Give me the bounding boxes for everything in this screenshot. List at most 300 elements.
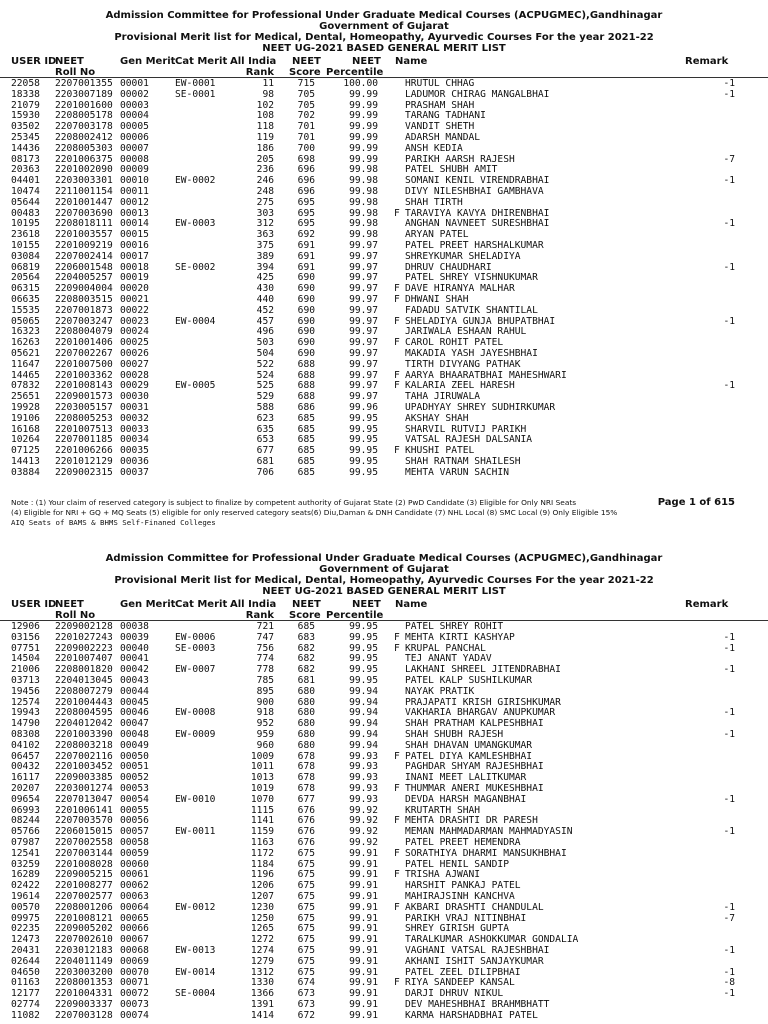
table-row [0, 425, 768, 436]
cat-merit: EW-0009 [175, 728, 216, 740]
candidate-name: VAKHARIA BHARGAV ANUPKUMAR [405, 707, 556, 719]
remark: -1 [723, 707, 735, 719]
gen-merit: 00061 [120, 869, 149, 881]
roll-no: 2208018111 [55, 218, 113, 230]
table-row [0, 687, 768, 698]
neet-percentile: 99.97 [349, 337, 378, 349]
candidate-name: MAKADIA YASH JAYESHBHAI [405, 347, 538, 359]
col-percentile: Percentile [326, 610, 384, 621]
all-india-rank: 186 [256, 142, 274, 154]
user-id: 07987 [11, 836, 40, 848]
user-id: 02644 [11, 955, 40, 967]
all-india-rank: 108 [256, 110, 274, 122]
table-row [0, 741, 768, 752]
roll-no: 2208005303 [55, 142, 113, 154]
neet-score: 688 [297, 391, 315, 403]
neet-percentile: 99.99 [349, 99, 378, 111]
neet-percentile: 99.99 [349, 110, 378, 122]
all-india-rank: 504 [256, 347, 274, 359]
all-india-rank: 303 [256, 207, 274, 219]
neet-percentile: 99.97 [349, 272, 378, 284]
neet-score: 675 [297, 880, 315, 892]
cat-merit: EW-0006 [175, 631, 216, 643]
roll-no: 2208003515 [55, 293, 113, 305]
remark: -1 [723, 78, 735, 89]
neet-percentile: 99.91 [349, 880, 378, 892]
cat-merit: EW-0010 [175, 793, 216, 805]
roll-no: 2201027243 [55, 631, 113, 643]
roll-no: 2209002223 [55, 642, 113, 654]
user-id: 00432 [11, 761, 40, 773]
roll-no: 2206015015 [55, 826, 113, 838]
roll-no: 2207003144 [55, 847, 113, 859]
col-neet: NEET [55, 599, 84, 610]
gen-merit: 00015 [120, 229, 149, 241]
neet-percentile: 99.94 [349, 707, 378, 719]
gen-merit: 00019 [120, 272, 149, 284]
neet-percentile: 99.98 [349, 218, 378, 230]
col-neet3: NEET [352, 56, 381, 67]
user-id: 06993 [11, 804, 40, 816]
col-roll-no: Roll No [55, 610, 96, 621]
table-row [0, 327, 768, 338]
candidate-name: PRASHAM SHAH [405, 99, 475, 111]
remark: -1 [723, 664, 735, 676]
table-row [0, 144, 768, 155]
candidate-name: ARYAN PATEL [405, 229, 469, 241]
gen-merit: 00018 [120, 261, 149, 273]
table-row [0, 371, 768, 382]
user-id: 08244 [11, 815, 40, 827]
all-india-rank: 1159 [250, 826, 274, 838]
table-row [0, 468, 768, 479]
neet-score: 673 [297, 988, 315, 1000]
header-provisional: Provisional Merit list for Medical, Dental, Homeopathy, Ayurvedic Courses For the year 2021-22 [114, 32, 654, 43]
all-india-rank: 1207 [250, 890, 274, 902]
cat-merit: EW-0003 [175, 218, 216, 230]
roll-no: 2201002090 [55, 164, 113, 176]
remark: -1 [723, 380, 735, 392]
gender-flag: F [394, 901, 400, 913]
candidate-name: PATEL HENIL SANDIP [405, 858, 509, 870]
candidate-name: VANDIT SHETH [405, 121, 475, 133]
neet-percentile: 99.95 [349, 466, 378, 478]
neet-percentile: 99.94 [349, 728, 378, 740]
gen-merit: 00040 [120, 642, 149, 654]
all-india-rank: 98 [262, 88, 274, 100]
roll-no: 2204013045 [55, 674, 113, 686]
roll-no: 2208005178 [55, 110, 113, 122]
user-id: 06635 [11, 293, 40, 305]
all-india-rank: 1312 [250, 966, 274, 978]
neet-score: 695 [297, 196, 315, 208]
col-cat-merit: Cat Merit [175, 56, 228, 67]
candidate-name: LADUMOR CHIRAG MANGALBHAI [405, 88, 550, 100]
table-row [0, 622, 768, 633]
header-government: Government of Gujarat [319, 21, 449, 32]
neet-score: 678 [297, 782, 315, 794]
user-id: 04650 [11, 966, 40, 978]
user-id: 16117 [11, 772, 40, 784]
user-id: 05065 [11, 315, 40, 327]
neet-percentile: 99.91 [349, 912, 378, 924]
user-id: 20363 [11, 164, 40, 176]
gen-merit: 00016 [120, 239, 149, 251]
table-row [0, 101, 768, 112]
neet-score: 688 [297, 380, 315, 392]
user-id: 04401 [11, 175, 40, 187]
roll-no: 2207003247 [55, 315, 113, 327]
candidate-name: PARIKH AARSH RAJESH [405, 153, 515, 165]
neet-percentile: 99.94 [349, 718, 378, 730]
user-id: 00570 [11, 901, 40, 913]
neet-score: 685 [297, 423, 315, 435]
gen-merit: 00071 [120, 977, 149, 989]
candidate-name: LAKHANI SHREEL JITENDRABHAI [405, 664, 561, 676]
neet-percentile: 99.92 [349, 815, 378, 827]
neet-score: 677 [297, 793, 315, 805]
user-id: 12177 [11, 988, 40, 1000]
neet-percentile: 99.93 [349, 772, 378, 784]
roll-no: 2201008028 [55, 858, 113, 870]
all-india-rank: 959 [256, 728, 274, 740]
roll-no: 2208003218 [55, 739, 113, 751]
cat-merit: EW-0005 [175, 380, 216, 392]
gen-merit: 00073 [120, 998, 149, 1010]
user-id: 06457 [11, 750, 40, 762]
all-india-rank: 1196 [250, 869, 274, 881]
neet-score: 705 [297, 88, 315, 100]
all-india-rank: 895 [256, 685, 274, 697]
all-india-rank: 529 [256, 391, 274, 403]
col-neet2: NEET [292, 56, 321, 67]
table-row [0, 816, 768, 827]
all-india-rank: 653 [256, 434, 274, 446]
neet-percentile: 99.95 [349, 445, 378, 457]
user-id: 10155 [11, 239, 40, 251]
neet-percentile: 99.93 [349, 782, 378, 794]
roll-no: 2201012129 [55, 455, 113, 467]
table-row [0, 133, 768, 144]
neet-percentile: 99.95 [349, 621, 378, 632]
neet-score: 690 [297, 293, 315, 305]
table-row [0, 306, 768, 317]
footer-notes [11, 498, 757, 528]
user-id: 12541 [11, 847, 40, 859]
candidate-name: SOMANI KENIL VIRENDRABHAI [405, 175, 550, 187]
candidate-name: KARMA HARSHADBHAI PATEL [405, 1009, 538, 1021]
col-neet3: NEET [352, 599, 381, 610]
neet-percentile: 99.97 [349, 391, 378, 403]
neet-percentile: 99.94 [349, 739, 378, 751]
neet-score: 698 [297, 153, 315, 165]
table-row [0, 111, 768, 122]
table-row [0, 241, 768, 252]
table-row [0, 446, 768, 457]
remark: -1 [723, 315, 735, 327]
col-all-india: All India [230, 56, 277, 67]
gen-merit: 00069 [120, 955, 149, 967]
gen-merit: 00004 [120, 110, 149, 122]
table-row [0, 209, 768, 220]
table-row [0, 155, 768, 166]
roll-no: 2203005157 [55, 401, 113, 413]
neet-score: 678 [297, 772, 315, 784]
neet-score: 676 [297, 815, 315, 827]
user-id: 25345 [11, 131, 40, 143]
neet-score: 691 [297, 261, 315, 273]
candidate-name: DARJI DHRUV NIKUL [405, 988, 504, 1000]
user-id: 09654 [11, 793, 40, 805]
gender-flag: F [394, 815, 400, 827]
gen-merit: 00023 [120, 315, 149, 327]
merit-page-1 [0, 10, 768, 478]
roll-no: 2209005215 [55, 869, 113, 881]
table-row [0, 295, 768, 306]
gen-merit: 00022 [120, 304, 149, 316]
candidate-name: TARALKUMAR ASHOKKUMAR GONDALIA [405, 934, 579, 946]
neet-percentile: 99.97 [349, 293, 378, 305]
candidate-name: SHAH PRATHAM KALPESHBHAI [405, 718, 544, 730]
table-row [0, 946, 768, 957]
candidate-name: AKSHAY SHAH [405, 412, 469, 424]
table-row [0, 914, 768, 925]
neet-percentile: 99.92 [349, 826, 378, 838]
user-id: 05766 [11, 826, 40, 838]
candidate-name: FADADU SATVIK SHANTILAL [405, 304, 538, 316]
candidate-name: VAGHANI VATSAL RAJESHBHAI [405, 944, 550, 956]
neet-percentile: 99.95 [349, 423, 378, 435]
all-india-rank: 1279 [250, 955, 274, 967]
neet-score: 685 [297, 434, 315, 446]
user-id: 20431 [11, 944, 40, 956]
roll-no: 2201003362 [55, 369, 113, 381]
candidate-name: PAGHDAR SHYAM RAJESHBHAI [405, 761, 544, 773]
all-india-rank: 524 [256, 369, 274, 381]
cat-merit: EW-0008 [175, 707, 216, 719]
neet-percentile: 99.97 [349, 326, 378, 338]
candidate-name: PARIKH VRAJ NITINBHAI [405, 912, 527, 924]
gen-merit: 00041 [120, 653, 149, 665]
roll-no: 2201007513 [55, 423, 113, 435]
neet-percentile: 99.98 [349, 164, 378, 176]
all-india-rank: 394 [256, 261, 274, 273]
all-india-rank: 102 [256, 99, 274, 111]
gen-merit: 00066 [120, 923, 149, 935]
neet-percentile: 99.91 [349, 955, 378, 967]
candidate-name: VATSAL RAJESH DALSANIA [405, 434, 533, 446]
user-id: 14504 [11, 653, 40, 665]
remark: -8 [723, 977, 735, 989]
table-row [0, 1011, 768, 1022]
all-india-rank: 756 [256, 642, 274, 654]
candidate-name: PATEL DIYA KAMLESHBHAI [405, 750, 533, 762]
neet-score: 690 [297, 337, 315, 349]
neet-percentile: 99.91 [349, 869, 378, 881]
gen-merit: 00060 [120, 858, 149, 870]
table-row [0, 730, 768, 741]
table-row [0, 784, 768, 795]
neet-percentile: 99.94 [349, 685, 378, 697]
neet-score: 675 [297, 934, 315, 946]
roll-no: 2207002267 [55, 347, 113, 359]
all-india-rank: 525 [256, 380, 274, 392]
user-id: 22058 [11, 78, 40, 89]
col-roll-no: Roll No [55, 67, 96, 78]
candidate-name: TIRTH DIVYANG PATHAK [405, 358, 521, 370]
neet-score: 675 [297, 955, 315, 967]
roll-no: 2204011149 [55, 955, 113, 967]
user-id: 10474 [11, 185, 40, 197]
all-india-rank: 363 [256, 229, 274, 241]
neet-percentile: 99.97 [349, 304, 378, 316]
cat-merit: SE-0004 [175, 988, 216, 1000]
gen-merit: 00002 [120, 88, 149, 100]
candidate-name: KRUPAL PANCHAL [405, 642, 486, 654]
candidate-name: KHUSHI PATEL [405, 445, 475, 457]
table-row [0, 860, 768, 871]
roll-no: 2208004079 [55, 326, 113, 338]
col-remark: Remark [685, 599, 729, 610]
candidate-name: SHREY GIRISH GUPTA [405, 923, 509, 935]
neet-score: 685 [297, 621, 315, 632]
candidate-name: THUMMAR ANERI MUKESHBHAI [405, 782, 544, 794]
roll-no: 2203001274 [55, 782, 113, 794]
neet-percentile: 99.91 [349, 890, 378, 902]
gen-merit: 00012 [120, 196, 149, 208]
remark: -1 [723, 261, 735, 273]
remark: -1 [723, 631, 735, 643]
all-india-rank: 681 [256, 455, 274, 467]
roll-no: 2207003570 [55, 815, 113, 827]
gen-merit: 00031 [120, 401, 149, 413]
candidate-name: MEMAN MAHMADARMAN MAHMADYASIN [405, 826, 573, 838]
all-india-rank: 118 [256, 121, 274, 133]
neet-percentile: 99.98 [349, 229, 378, 241]
neet-score: 675 [297, 944, 315, 956]
all-india-rank: 1019 [250, 782, 274, 794]
all-india-rank: 747 [256, 631, 274, 643]
col-remark: Remark [685, 56, 729, 67]
merit-page-2 [0, 553, 768, 1021]
all-india-rank: 312 [256, 218, 274, 230]
roll-no: 2201008277 [55, 880, 113, 892]
all-india-rank: 1163 [250, 836, 274, 848]
all-india-rank: 960 [256, 739, 274, 751]
footer-note-c: AIQ Seats of BAMS & BHMS Self-Finaned Colleges [11, 518, 216, 527]
neet-score: 675 [297, 912, 315, 924]
neet-percentile: 99.95 [349, 631, 378, 643]
gen-merit: 00065 [120, 912, 149, 924]
col-neet2: NEET [292, 599, 321, 610]
gen-merit: 00047 [120, 718, 149, 730]
gen-merit: 00030 [120, 391, 149, 403]
gen-merit: 00043 [120, 674, 149, 686]
table-row [0, 935, 768, 946]
roll-no: 2209004004 [55, 283, 113, 295]
neet-score: 681 [297, 674, 315, 686]
table-row [0, 198, 768, 209]
neet-score: 691 [297, 239, 315, 251]
candidate-name: MEHTA KIRTI KASHYAP [405, 631, 515, 643]
table-row [0, 381, 768, 392]
user-id: 25651 [11, 391, 40, 403]
user-id: 00483 [11, 207, 40, 219]
candidate-name: DEVDA HARSH MAGANBHAI [405, 793, 527, 805]
neet-score: 690 [297, 272, 315, 284]
table-row [0, 827, 768, 838]
user-id: 19614 [11, 890, 40, 902]
neet-score: 682 [297, 653, 315, 665]
table-row [0, 719, 768, 730]
table-row [0, 284, 768, 295]
neet-percentile: 99.97 [349, 250, 378, 262]
candidate-name: TEJ ANANT YADAV [405, 653, 492, 665]
table-row [0, 924, 768, 935]
col-gen-merit: Gen Merit [120, 56, 176, 67]
neet-score: 688 [297, 358, 315, 370]
neet-score: 675 [297, 901, 315, 913]
roll-no: 2208001353 [55, 977, 113, 989]
all-india-rank: 496 [256, 326, 274, 338]
neet-percentile: 99.95 [349, 434, 378, 446]
user-id: 16263 [11, 337, 40, 349]
roll-no: 2203012183 [55, 944, 113, 956]
user-id: 12906 [11, 621, 40, 632]
neet-percentile: 99.95 [349, 674, 378, 686]
user-id: 20207 [11, 782, 40, 794]
neet-score: 685 [297, 466, 315, 478]
table-row [0, 219, 768, 230]
gen-merit: 00070 [120, 966, 149, 978]
table-row [0, 392, 768, 403]
gen-merit: 00063 [120, 890, 149, 902]
gen-merit: 00057 [120, 826, 149, 838]
all-india-rank: 1366 [250, 988, 274, 1000]
gen-merit: 00064 [120, 901, 149, 913]
gen-merit: 00020 [120, 283, 149, 295]
neet-percentile: 99.91 [349, 934, 378, 946]
roll-no: 2207003128 [55, 1009, 113, 1021]
user-id: 02422 [11, 880, 40, 892]
user-id: 03156 [11, 631, 40, 643]
roll-no: 2201008143 [55, 380, 113, 392]
gen-merit: 00024 [120, 326, 149, 338]
neet-percentile: 99.95 [349, 642, 378, 654]
col-all-india: All India [230, 599, 277, 610]
user-id: 01163 [11, 977, 40, 989]
candidate-name: SHARVIL RUTVIJ PARIKH [405, 423, 527, 435]
table-row [0, 457, 768, 468]
neet-score: 674 [297, 977, 315, 989]
neet-score: 686 [297, 401, 315, 413]
gen-merit: 00068 [120, 944, 149, 956]
user-id: 03884 [11, 466, 40, 478]
neet-score: 680 [297, 685, 315, 697]
neet-score: 715 [297, 78, 315, 89]
all-india-rank: 440 [256, 293, 274, 305]
user-id: 10195 [11, 218, 40, 230]
gen-merit: 00039 [120, 631, 149, 643]
gen-merit: 00036 [120, 455, 149, 467]
merit-table-page-1 [0, 78, 768, 478]
neet-score: 702 [297, 110, 315, 122]
candidate-name: PATEL SHREY VISHNUKUMAR [405, 272, 538, 284]
gen-merit: 00021 [120, 293, 149, 305]
roll-no: 2201006141 [55, 804, 113, 816]
table-row [0, 644, 768, 655]
neet-score: 705 [297, 99, 315, 111]
